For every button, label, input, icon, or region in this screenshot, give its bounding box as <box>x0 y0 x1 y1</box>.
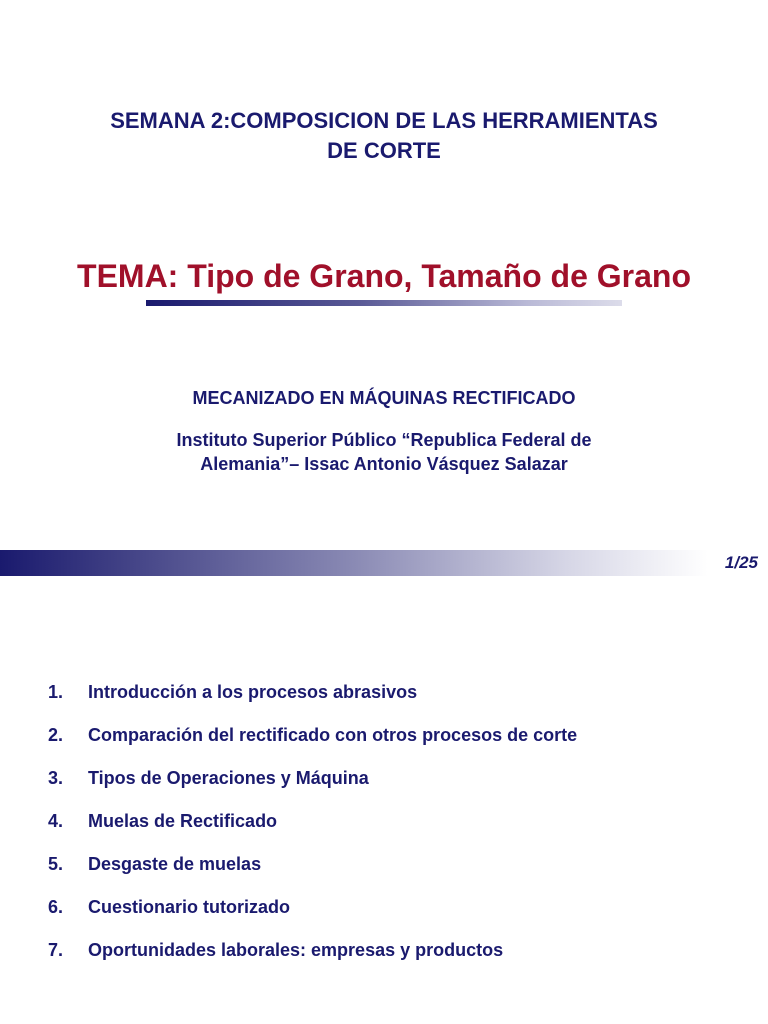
agenda-item-text: Comparación del rectificado con otros procesos de corte <box>88 725 578 745</box>
gradient-divider-bar <box>0 550 708 576</box>
agenda-item-text: Oportunidades laborales: empresas y productos <box>88 940 504 960</box>
agenda-item-number: 4. <box>48 811 64 831</box>
agenda-item <box>48 893 577 936</box>
agenda-item <box>48 850 577 893</box>
institution-author <box>0 428 768 476</box>
week-title-line-2: DE CORTE <box>327 138 441 163</box>
institution-line-1: Instituto Superior Público “Republica Federal de <box>176 430 592 450</box>
agenda-item-number: 2. <box>48 725 64 745</box>
agenda-item-number: 1. <box>48 682 64 702</box>
topic-underline <box>146 300 622 306</box>
institution-line-2: Alemania”– Issac Antonio Vásquez Salazar <box>200 454 568 474</box>
agenda-item <box>48 678 577 721</box>
page-counter: 1/25 <box>724 553 758 572</box>
agenda-item-number: 5. <box>48 854 64 874</box>
agenda-item-number: 6. <box>48 897 64 917</box>
agenda-item <box>48 764 577 807</box>
course-title: MECANIZADO EN MÁQUINAS RECTIFICADO <box>192 388 576 408</box>
agenda-item <box>48 807 577 850</box>
agenda-item-text: Cuestionario tutorizado <box>88 897 290 917</box>
agenda-item-text: Desgaste de muelas <box>88 854 262 874</box>
agenda-item-text: Muelas de Rectificado <box>88 811 278 831</box>
agenda-item-text: Tipos de Operaciones y Máquina <box>88 768 369 788</box>
agenda-item <box>48 721 577 764</box>
agenda-item-text: Introducción a los procesos abrasivos <box>88 682 418 702</box>
agenda-item <box>48 936 577 979</box>
agenda-item-number: 3. <box>48 768 64 788</box>
agenda-item-number: 7. <box>48 940 64 960</box>
topic-title: TEMA: Tipo de Grano, Tamaño de Grano <box>77 258 691 294</box>
week-title-line-1: SEMANA 2:COMPOSICION DE LAS HERRAMIENTAS <box>110 108 658 133</box>
week-title <box>0 106 768 166</box>
agenda-list <box>48 678 577 979</box>
